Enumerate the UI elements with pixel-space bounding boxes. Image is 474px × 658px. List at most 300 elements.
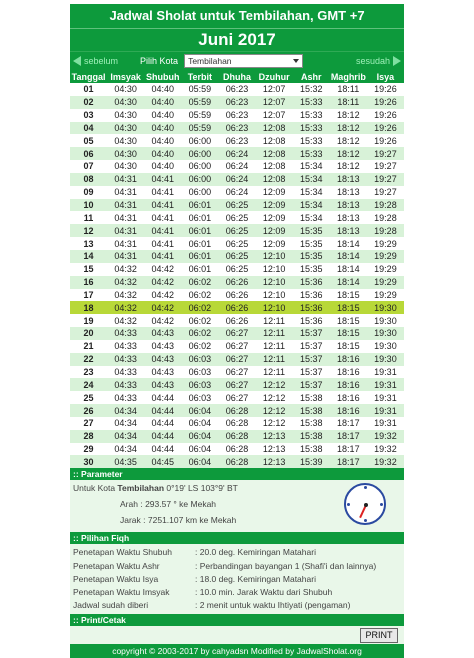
date-cell: 25 (70, 391, 107, 404)
time-cell: 15:35 (293, 263, 330, 276)
date-cell: 30 (70, 455, 107, 468)
time-cell: 04:32 (107, 276, 144, 289)
time-cell: 18:15 (330, 314, 367, 327)
next-month-link[interactable]: sesudah (355, 56, 390, 66)
time-cell: 12:11 (256, 340, 293, 353)
time-cell: 04:40 (144, 147, 181, 160)
fiqh-row (73, 599, 404, 612)
column-header: Tanggal (71, 71, 106, 82)
time-cell: 18:14 (330, 276, 367, 289)
date-cell: 22 (70, 353, 107, 366)
fiqh-label: Jadwal sudah diberi (73, 600, 149, 611)
jarak-label: Jarak : (120, 515, 146, 526)
date-cell: 03 (70, 109, 107, 122)
time-cell: 05:59 (181, 122, 218, 135)
time-cell: 12:12 (256, 391, 293, 404)
date-cell: 21 (70, 340, 107, 353)
time-cell: 18:13 (330, 173, 367, 186)
prev-month-link[interactable]: sebelum (84, 56, 119, 66)
column-header: Imsyak (107, 70, 144, 83)
time-cell: 19:27 (367, 173, 404, 186)
date-cell: 04 (70, 122, 107, 135)
time-cell: 06:02 (181, 340, 218, 353)
time-cell: 04:41 (144, 186, 181, 199)
time-cell: 19:26 (367, 122, 404, 135)
time-cell: 06:28 (218, 404, 255, 417)
time-cell: 06:27 (218, 366, 255, 379)
time-cell: 06:28 (218, 417, 255, 430)
time-cell: 18:17 (330, 455, 367, 468)
time-cell: 18:14 (330, 237, 367, 250)
table-row (70, 391, 404, 404)
column-header: Terbit (181, 70, 218, 83)
date-cell: 18 (70, 301, 107, 314)
time-cell: 06:01 (181, 263, 218, 276)
time-cell: 04:43 (144, 327, 181, 340)
city-select-label: Pilih Kota (140, 56, 179, 66)
table-row (70, 211, 404, 224)
time-cell: 04:40 (144, 83, 181, 96)
time-cell: 12:10 (256, 289, 293, 302)
time-cell: 18:11 (330, 83, 367, 96)
time-cell: 12:10 (256, 250, 293, 263)
time-cell: 04:42 (144, 314, 181, 327)
table-row (70, 430, 404, 443)
time-cell: 06:04 (181, 455, 218, 468)
table-header-row (70, 70, 404, 83)
date-cell: 20 (70, 327, 107, 340)
time-cell: 06:02 (181, 289, 218, 302)
time-cell: 19:29 (367, 237, 404, 250)
time-cell: 15:37 (293, 327, 330, 340)
table-row (70, 173, 404, 186)
time-cell: 12:08 (256, 160, 293, 173)
time-cell: 04:32 (107, 314, 144, 327)
time-cell: 06:25 (218, 224, 255, 237)
time-cell: 15:33 (293, 109, 330, 122)
time-cell: 19:31 (367, 366, 404, 379)
time-cell: 06:03 (181, 391, 218, 404)
table-row (70, 224, 404, 237)
time-cell: 05:59 (181, 96, 218, 109)
table-row (70, 455, 404, 468)
time-cell: 12:08 (256, 134, 293, 147)
time-cell: 06:04 (181, 404, 218, 417)
time-cell: 04:40 (144, 96, 181, 109)
time-cell: 18:16 (330, 366, 367, 379)
time-cell: 18:13 (330, 211, 367, 224)
time-cell: 18:16 (330, 404, 367, 417)
print-button[interactable]: PRINT (360, 628, 398, 643)
time-cell: 06:03 (181, 366, 218, 379)
time-cell: 04:32 (107, 301, 144, 314)
time-cell: 12:08 (256, 173, 293, 186)
time-cell: 19:30 (367, 301, 404, 314)
time-cell: 15:37 (293, 378, 330, 391)
time-cell: 06:00 (181, 173, 218, 186)
time-cell: 15:35 (293, 224, 330, 237)
time-cell: 19:26 (367, 96, 404, 109)
time-cell: 12:13 (256, 455, 293, 468)
time-cell: 04:44 (144, 404, 181, 417)
time-cell: 06:02 (181, 276, 218, 289)
time-cell: 15:38 (293, 404, 330, 417)
time-cell: 06:04 (181, 430, 218, 443)
time-cell: 12:09 (256, 211, 293, 224)
time-cell: 12:09 (256, 237, 293, 250)
time-cell: 04:30 (107, 109, 144, 122)
time-cell: 18:13 (330, 186, 367, 199)
time-cell: 15:38 (293, 430, 330, 443)
table-row (70, 443, 404, 456)
time-cell: 06:26 (218, 301, 255, 314)
date-cell: 11 (70, 211, 107, 224)
time-cell: 15:38 (293, 391, 330, 404)
time-cell: 04:41 (144, 250, 181, 263)
time-cell: 19:29 (367, 250, 404, 263)
time-cell: 04:33 (107, 353, 144, 366)
table-row-today (70, 301, 404, 314)
fiqh-panel (70, 544, 404, 614)
table-row (70, 366, 404, 379)
date-cell: 29 (70, 443, 107, 456)
print-row (70, 626, 404, 644)
date-cell: 05 (70, 134, 107, 147)
city-name: Tembilahan (117, 483, 165, 494)
time-cell: 12:12 (256, 378, 293, 391)
time-cell: 04:34 (107, 443, 144, 456)
table-row (70, 122, 404, 135)
time-cell: 06:23 (218, 96, 255, 109)
time-cell: 19:26 (367, 109, 404, 122)
time-cell: 04:32 (107, 263, 144, 276)
date-cell: 26 (70, 404, 107, 417)
time-cell: 04:40 (144, 109, 181, 122)
time-cell: 04:30 (107, 122, 144, 135)
table-row (70, 237, 404, 250)
time-cell: 18:16 (330, 378, 367, 391)
time-cell: 06:23 (218, 122, 255, 135)
time-cell: 06:01 (181, 211, 218, 224)
time-cell: 12:10 (256, 263, 293, 276)
time-cell: 04:30 (107, 83, 144, 96)
time-cell: 06:23 (218, 109, 255, 122)
time-cell: 04:41 (144, 211, 181, 224)
time-cell: 18:15 (330, 301, 367, 314)
time-cell: 04:43 (144, 366, 181, 379)
arrow-right-icon[interactable] (393, 56, 401, 66)
time-cell: 04:42 (144, 301, 181, 314)
time-cell: 04:44 (144, 443, 181, 456)
time-cell: 12:13 (256, 443, 293, 456)
city-coords: 0°19' LS 103°9' BT (164, 483, 238, 494)
date-cell: 07 (70, 160, 107, 173)
time-cell: 18:12 (330, 122, 367, 135)
table-row (70, 250, 404, 263)
time-cell: 06:24 (218, 173, 255, 186)
time-cell: 15:35 (293, 237, 330, 250)
time-cell: 18:17 (330, 417, 367, 430)
time-cell: 12:13 (256, 430, 293, 443)
time-cell: 04:31 (107, 173, 144, 186)
time-cell: 19:30 (367, 340, 404, 353)
time-cell: 05:59 (181, 109, 218, 122)
time-cell: 06:28 (218, 455, 255, 468)
time-cell: 19:30 (367, 314, 404, 327)
time-cell: 18:12 (330, 109, 367, 122)
time-cell: 04:34 (107, 417, 144, 430)
time-cell: 04:41 (144, 224, 181, 237)
time-cell: 15:33 (293, 134, 330, 147)
prayer-schedule-widget (70, 4, 404, 658)
nav-bar (70, 51, 404, 70)
time-cell: 15:33 (293, 122, 330, 135)
time-cell: 06:26 (218, 289, 255, 302)
time-cell: 19:31 (367, 391, 404, 404)
time-cell: 15:39 (293, 455, 330, 468)
time-cell: 19:31 (367, 417, 404, 430)
table-row (70, 263, 404, 276)
date-cell: 24 (70, 378, 107, 391)
fiqh-section-title: :: Pilihan Fiqh (70, 532, 404, 544)
mecca-distance (120, 515, 236, 525)
schedule-table (70, 70, 404, 468)
time-cell: 06:28 (218, 443, 255, 456)
time-cell: 04:31 (107, 237, 144, 250)
time-cell: 06:24 (218, 147, 255, 160)
time-cell: 19:27 (367, 186, 404, 199)
time-cell: 06:25 (218, 250, 255, 263)
time-cell: 06:02 (181, 314, 218, 327)
time-cell: 04:42 (144, 289, 181, 302)
time-cell: 04:34 (107, 430, 144, 443)
date-cell: 12 (70, 224, 107, 237)
time-cell: 04:43 (144, 353, 181, 366)
footer-copyright: copyright © 2003-2017 by cahyadsn Modified by JadwalSholat.org (70, 644, 404, 658)
table-row (70, 186, 404, 199)
time-cell: 04:42 (144, 276, 181, 289)
time-cell: 18:17 (330, 430, 367, 443)
time-cell: 04:41 (144, 173, 181, 186)
table-row (70, 417, 404, 430)
table-row (70, 160, 404, 173)
time-cell: 04:40 (144, 122, 181, 135)
time-cell: 12:12 (256, 417, 293, 430)
time-cell: 15:34 (293, 160, 330, 173)
table-row (70, 134, 404, 147)
time-cell: 12:11 (256, 327, 293, 340)
jarak-value: 7251.107 km ke Mekah (147, 515, 237, 526)
date-cell: 01 (70, 83, 107, 96)
time-cell: 06:02 (181, 327, 218, 340)
time-cell: 18:14 (330, 263, 367, 276)
time-cell: 06:01 (181, 250, 218, 263)
time-cell: 19:29 (367, 263, 404, 276)
column-header: Dhuha (218, 70, 255, 83)
time-cell: 04:44 (144, 391, 181, 404)
time-cell: 12:09 (256, 186, 293, 199)
time-cell: 04:31 (107, 186, 144, 199)
date-cell: 15 (70, 263, 107, 276)
date-cell: 09 (70, 186, 107, 199)
time-cell: 19:32 (367, 443, 404, 456)
table-row (70, 340, 404, 353)
time-cell: 15:34 (293, 186, 330, 199)
time-cell: 19:29 (367, 289, 404, 302)
time-cell: 06:24 (218, 160, 255, 173)
table-row (70, 289, 404, 302)
time-cell: 19:28 (367, 211, 404, 224)
time-cell: 04:33 (107, 340, 144, 353)
time-cell: 19:26 (367, 83, 404, 96)
time-cell: 04:31 (107, 250, 144, 263)
time-cell: 12:11 (256, 366, 293, 379)
time-cell: 19:26 (367, 134, 404, 147)
time-cell: 15:38 (293, 417, 330, 430)
time-cell: 18:12 (330, 160, 367, 173)
time-cell: 04:33 (107, 378, 144, 391)
time-cell: 06:27 (218, 327, 255, 340)
time-cell: 18:17 (330, 443, 367, 456)
time-cell: 04:41 (144, 199, 181, 212)
time-cell: 06:01 (181, 224, 218, 237)
time-cell: 15:35 (293, 250, 330, 263)
fiqh-row (73, 546, 404, 559)
time-cell: 04:41 (144, 237, 181, 250)
time-cell: 18:15 (330, 289, 367, 302)
time-cell: 12:07 (256, 83, 293, 96)
time-cell: 06:04 (181, 417, 218, 430)
time-cell: 15:36 (293, 276, 330, 289)
table-row (70, 314, 404, 327)
city-prefix: Untuk Kota (73, 483, 118, 494)
time-cell: 19:30 (367, 353, 404, 366)
time-cell: 06:01 (181, 199, 218, 212)
time-cell: 04:33 (107, 391, 144, 404)
time-cell: 06:23 (218, 83, 255, 96)
time-cell: 19:30 (367, 327, 404, 340)
city-select[interactable] (184, 54, 303, 68)
time-cell: 06:23 (218, 134, 255, 147)
time-cell: 19:28 (367, 199, 404, 212)
time-cell: 04:31 (107, 224, 144, 237)
time-cell: 18:12 (330, 147, 367, 160)
time-cell: 06:27 (218, 340, 255, 353)
arah-value: 293.57 ° ke Mekah (145, 499, 217, 510)
time-cell: 04:43 (144, 378, 181, 391)
time-cell: 18:16 (330, 391, 367, 404)
time-cell: 04:40 (144, 134, 181, 147)
time-cell: 15:32 (293, 83, 330, 96)
time-cell: 06:27 (218, 353, 255, 366)
time-cell: 04:35 (107, 455, 144, 468)
fiqh-value: : Perbandingan bayangan 1 (Shafi'i dan lainnya) (195, 560, 377, 571)
time-cell: 06:02 (181, 301, 218, 314)
compass-icon (344, 483, 386, 525)
fiqh-value: : 20.0 deg. Kemiringan Matahari (195, 547, 316, 558)
arah-label: Arah : (120, 499, 143, 510)
column-header: Maghrib (330, 71, 366, 82)
time-cell: 19:31 (367, 378, 404, 391)
table-row (70, 404, 404, 417)
time-cell: 06:00 (181, 160, 218, 173)
date-cell: 14 (70, 250, 107, 263)
time-cell: 04:31 (107, 211, 144, 224)
time-cell: 12:09 (256, 199, 293, 212)
time-cell: 12:07 (256, 96, 293, 109)
time-cell: 06:25 (218, 263, 255, 276)
date-cell: 13 (70, 237, 107, 250)
date-cell: 28 (70, 430, 107, 443)
time-cell: 06:26 (218, 276, 255, 289)
city-select-value: Tembilahan (188, 56, 232, 66)
fiqh-label: Penetapan Waktu Isya (73, 573, 159, 584)
time-cell: 15:37 (293, 366, 330, 379)
time-cell: 19:27 (367, 147, 404, 160)
fiqh-value: : 2 menit untuk waktu Ihtiyati (pengaman) (195, 600, 351, 611)
fiqh-row (73, 586, 404, 599)
column-header: Isya (367, 70, 404, 83)
time-cell: 12:08 (256, 122, 293, 135)
time-cell: 15:38 (293, 443, 330, 456)
parameter-section-title: :: Parameter (70, 468, 404, 480)
chevron-down-icon (293, 59, 299, 63)
time-cell: 04:34 (107, 404, 144, 417)
table-row (70, 353, 404, 366)
time-cell: 06:24 (218, 186, 255, 199)
time-cell: 06:00 (181, 147, 218, 160)
qibla-direction (120, 499, 216, 509)
time-cell: 04:43 (144, 340, 181, 353)
fiqh-row (73, 560, 404, 573)
date-cell: 19 (70, 314, 107, 327)
date-cell: 10 (70, 199, 107, 212)
table-row (70, 96, 404, 109)
fiqh-row (73, 573, 404, 586)
time-cell: 06:03 (181, 353, 218, 366)
page-title: Jadwal Sholat untuk Tembilahan, GMT +7 (70, 4, 404, 28)
time-cell: 18:15 (330, 340, 367, 353)
table-row (70, 378, 404, 391)
time-cell: 04:30 (107, 96, 144, 109)
time-cell: 12:11 (256, 314, 293, 327)
fiqh-value: : 18.0 deg. Kemiringan Matahari (195, 573, 316, 584)
time-cell: 15:36 (293, 301, 330, 314)
time-cell: 12:07 (256, 109, 293, 122)
time-cell: 18:11 (330, 96, 367, 109)
time-cell: 04:40 (144, 160, 181, 173)
time-cell: 06:04 (181, 443, 218, 456)
date-cell: 16 (70, 276, 107, 289)
column-header: Shubuh (146, 71, 180, 82)
time-cell: 06:27 (218, 391, 255, 404)
time-cell: 15:34 (293, 199, 330, 212)
table-row (70, 109, 404, 122)
time-cell: 04:33 (107, 327, 144, 340)
time-cell: 19:32 (367, 430, 404, 443)
time-cell: 15:33 (293, 96, 330, 109)
date-cell: 08 (70, 173, 107, 186)
date-cell: 27 (70, 417, 107, 430)
time-cell: 06:25 (218, 199, 255, 212)
time-cell: 06:25 (218, 211, 255, 224)
table-row (70, 83, 404, 96)
time-cell: 19:28 (367, 224, 404, 237)
time-cell: 19:32 (367, 455, 404, 468)
month-title: Juni 2017 (70, 28, 404, 51)
arrow-left-icon[interactable] (73, 56, 81, 66)
time-cell: 06:00 (181, 186, 218, 199)
